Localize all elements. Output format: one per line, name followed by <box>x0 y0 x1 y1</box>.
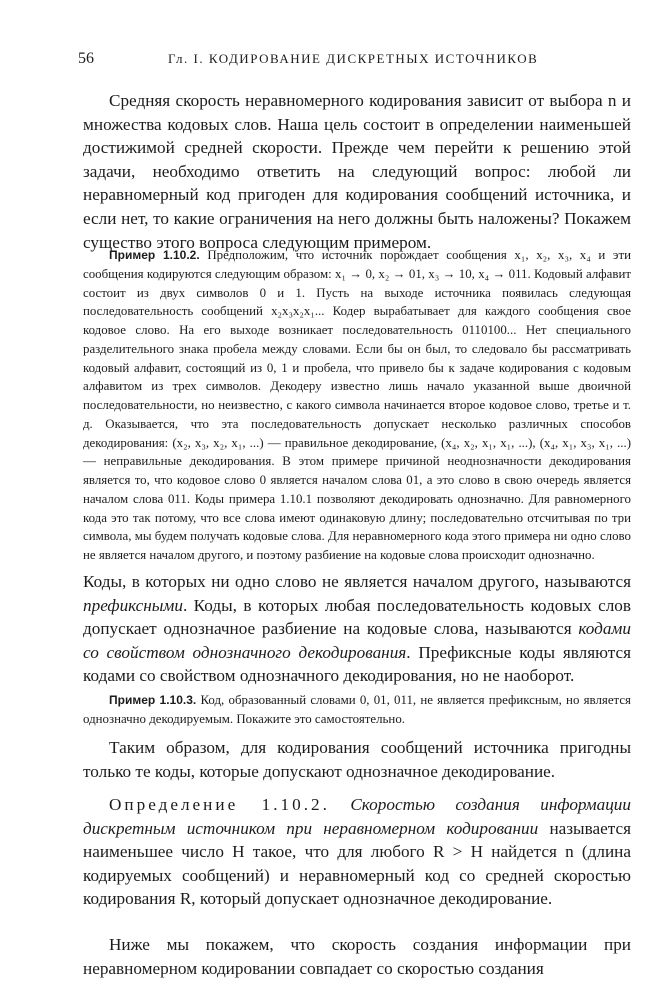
example-label: Пример 1.10.3. <box>109 693 197 707</box>
prefix-text-3: . Префиксные коды являются кодами со свойством однозначного декодирования, но не наоборот. <box>83 642 631 686</box>
definition-text: называется наименьшее число H такое, что для любого R > H найдется n (длина кодируемых сообщений) и неравномерный код со средней скоростью кодирования R, который допускает однозначное декодирование. <box>83 818 632 909</box>
prefix-text-2: . Коды, в которых любая последовательность кодовых слов допускает однозначное разбиение на кодовые слова, называются <box>83 595 631 639</box>
paragraph-final: Ниже мы покажем, что скорость создания информации при неравномерном кодировании совпадает со скоростью создания <box>83 935 631 978</box>
example-1-10-3 <box>83 691 631 729</box>
prefix-text-1: Коды, в которых ни одно слово не является началом другого, называются <box>83 572 631 591</box>
example-label: Пример 1.10.2. <box>109 248 200 262</box>
page-header <box>78 50 638 70</box>
definition-term: Скоростью создания информации дискретным источником при неравномерном кодировании <box>83 795 631 838</box>
term-unique-decoding: кодами со свойством однозначного декодирования <box>83 619 631 662</box>
example-text: Предположим, что источник порождает сообщения x₁, x₂, x₃, x₄ и эти сообщения кодируются следующим образом: x₁ → 0, x₂ → 01, x₃ → 10, x₄ → 011. Кодовый алфавит состоит из двух символов 0 и 1. Пусть на выходе источника появилась следующая последовательность сообщений x₂x₃x₂x₁... Кодер вырабатывает для каждого сообщения свое кодовое слово. На его выходе возникает последовательность 0110100... Нет специального разделительного знака пробела между словами. Если бы он был, то следовало бы рассматривать кодовый алфавит, состоящий из 0, 1 и пробела, что привело бы к задаче кодирования с кодовым алфавитом из трех символов. Декодеру известно лишь начало указанной выше двоичной последовательности, но неизвестно, с какого символа начинается второе кодовое слово, третье и т. д. Оказывается, что эта последовательность допускает несколько различных способов декодирования: (x₂, x₃, x₂, x₁, ...) — правильное декодирование, (x₄, x₂, x₁, x₁, ...), (x₄, x₁, x₃, x₁, ...) — неправильные декодирования. В этом примере причиной неоднозначности декодирования является то, что кодовое слово 0 является началом слова 01, а это слово в свою очередь является началом слова 011. Коды примера 1.10.1 позволяют декодировать однозначно. Для равномерного кода это так потому, что все слова имеют одинаковую длину; последовательно отсчитывая по три символа, мы будем получать кодовые слова. Для неравномерного кода этого примера ни одно слово не является началом другого, и поэтому разбиение на кодовые слова происходит однозначно. <box>83 248 631 562</box>
definition-label: Определение 1.10.2. <box>109 795 330 814</box>
example-text: Код, образованный словами 0, 01, 011, не является префиксным, но является однозначно декодируемым. Покажите это самостоятельно. <box>83 693 631 726</box>
page-number: 56 <box>78 50 94 67</box>
paragraph-prefix-codes <box>83 570 631 688</box>
running-title: Гл. I. КОДИРОВАНИЕ ДИСКРЕТНЫХ ИСТОЧНИКОВ <box>168 51 539 66</box>
definition-1-10-2 <box>83 793 631 911</box>
example-1-10-2 <box>83 246 631 565</box>
term-prefix: префиксными <box>83 595 183 615</box>
paragraph-intro: Средняя скорость неравномерного кодирования зависит от выбора n и множества кодовых слов. Наша цель состоит в определении наименьшей достижимой средней скорости. Прежде чем перейти к решению этой задачи, необходимо ответить на следующий вопрос: любой ли неравномерный код пригоден для кодирования сообщений источника, и если нет, то какие ограничения на него должны быть наложены? Покажем существо этого вопроса следующим примером. <box>83 91 631 252</box>
paragraph-conclusion: Таким образом, для кодирования сообщений источника пригодны только те коды, которые допускают однозначное декодирование. <box>83 738 631 781</box>
